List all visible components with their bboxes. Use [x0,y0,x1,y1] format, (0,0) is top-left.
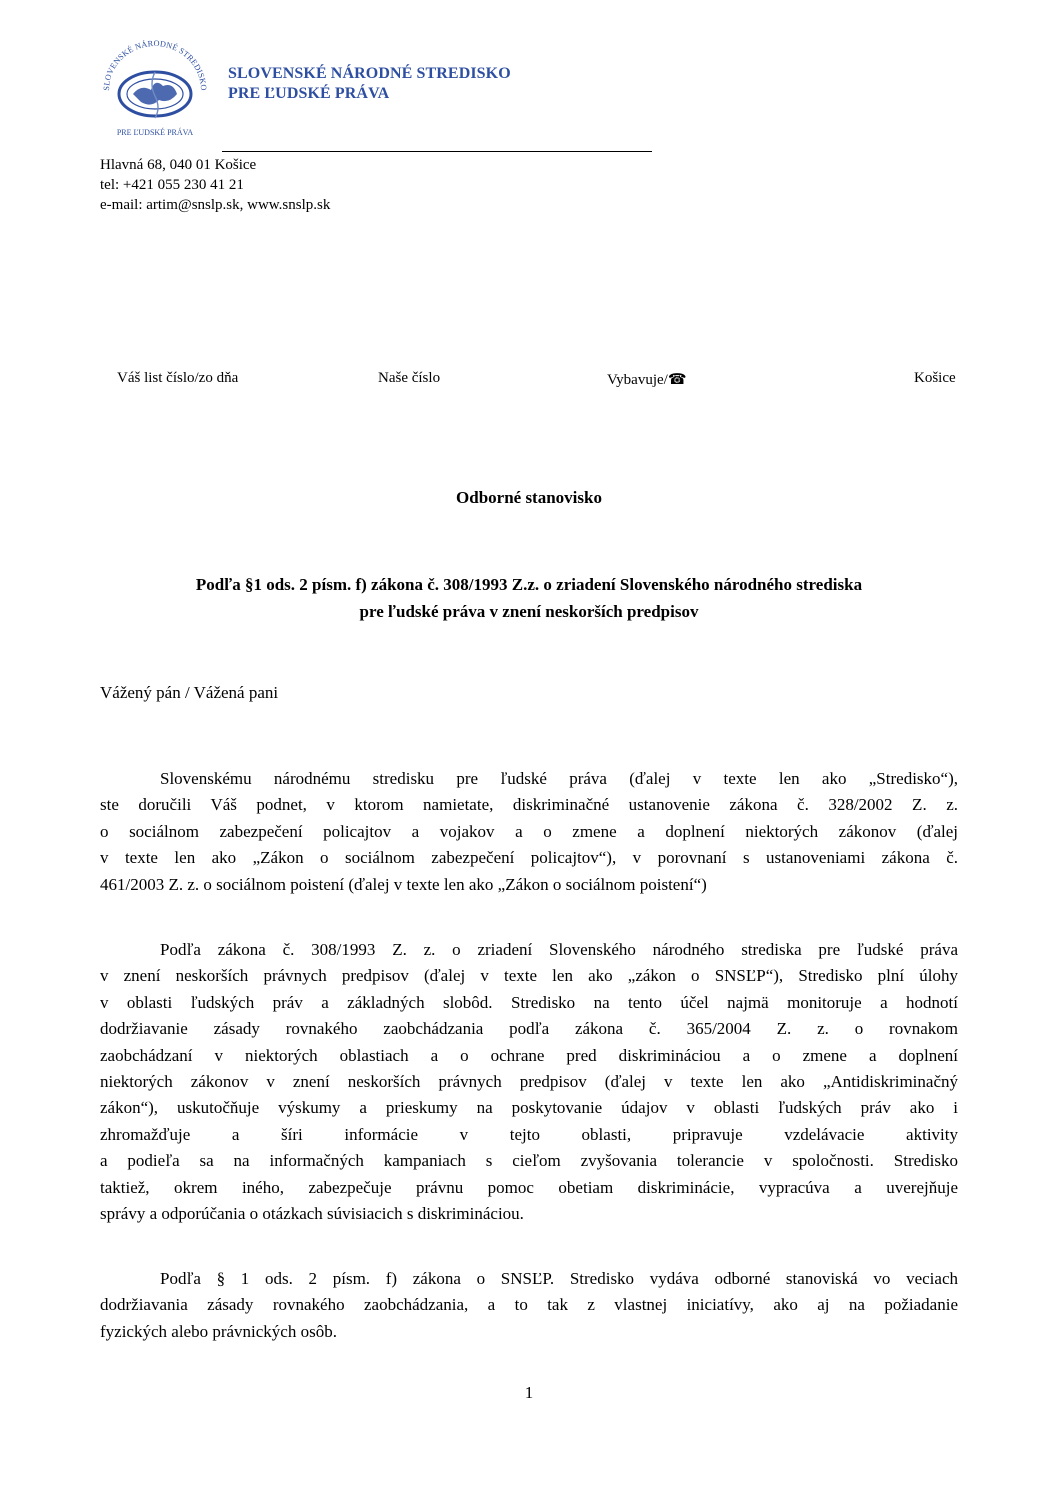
document-subtitle [95,571,963,625]
paragraph-line: zákon“), uskutočňuje výskumy a prieskumy na poskytovanie údajov v oblasti ľudských práv ako i [100,1098,958,1118]
ref-city: Košice [914,370,956,386]
org-name-line-1: SLOVENSKÉ NÁRODNÉ STREDISKO [228,65,511,82]
logo-caption: PRE ĽUDSKÉ PRÁVA [116,128,194,137]
paragraph-line: dodržiavanie zásady rovnakého zaobchádzania podľa zákona č. 365/2004 Z. z. o rovnakom [100,1019,958,1039]
paragraph-line: dodržiavania zásady rovnakého zaobchádzania, a to tak z vlastnej iniciatívy, ako aj na požiadanie [100,1295,958,1315]
paragraph-line: v texte len ako „Zákon o sociálnom zabezpečení policajtov“), v porovnaní s ustanoveniami zákona č. [100,848,958,868]
paragraph-line: taktiež, okrem iného, zabezpečuje právnu pomoc obetiam diskriminácie, vypracúva a uverejňuje [100,1177,958,1197]
document-title: Odborné stanovisko [456,488,602,507]
phone-number: tel: +421 055 230 41 21 [100,177,244,193]
postal-address: Hlavná 68, 040 01 Košice [100,157,257,173]
org-logo-emblem [95,34,215,142]
paragraph-2 [100,937,958,1227]
paragraph-3 [100,1266,958,1345]
svg-text:SLOVENSKÉ NÁRODNÉ STREDISKO [102,39,208,91]
page-number: 1 [524,1383,534,1402]
paragraph-line: Podľa zákona č. 308/1993 Z. z. o zriadení Slovenského národného strediska pre ľudské práva [160,940,958,959]
paragraph-line: fyzických alebo právnických osôb. [100,1321,337,1341]
org-logo [95,34,215,142]
ref-your-letter: Váš list číslo/zo dňa [117,370,239,386]
paragraph-line: o sociálnom zabezpečení policajtov a vojakov a o zmene a doplnení niektorých zákonov (ďalej [100,821,958,841]
paragraph-line: 461/2003 Z. z. o sociálnom poistení (ďalej v texte len ako „Zákon o sociálnom poistení“) [100,874,707,894]
paragraph-line: správy a odporúčania o otázkach súvisiacich s diskrimináciou. [100,1204,524,1224]
subtitle-line: pre ľudské práva v znení neskorších predpisov [359,602,699,621]
email-and-web: e-mail: artim@snslp.sk, www.snslp.sk [100,197,331,213]
paragraph-line: Slovenskému národnému stredisku pre ľudské práva (ďalej v texte len ako „Stredisko“), [160,769,958,788]
paragraph-line: niektorých zákonov v znení neskorších právnych predpisov (ďalej v texte len ako „Antidiskriminačný [100,1072,958,1092]
contact-block [100,155,330,215]
paragraph-line: zaobchádzaní v niektorých oblastiach a o ochrane pred diskrimináciou a o zmene a doplnení [100,1045,958,1065]
org-name [228,64,511,104]
salutation: Vážený pán / Vážená pani [100,683,279,702]
paragraph-1 [100,766,958,898]
logo-ring-text-top: SLOVENSKÉ NÁRODNÉ STREDISKO [101,38,209,91]
ref-handled-by: Vybavuje/☎ [607,372,687,388]
paragraph-line: v znení neskorších právnych predpisov (ďalej v texte len ako „zákon o SNSĽP“), Stredisko plní úlohy [100,966,958,986]
org-name-line-2: PRE ĽUDSKÉ PRÁVA [228,85,390,102]
paragraph-line: Podľa § 1 ods. 2 písm. f) zákona o SNSĽP. Stredisko vydáva odborné stanoviská vo veciach [160,1269,958,1288]
paragraph-line: a podieľa sa na informačných kampaniach s cieľom zvyšovania tolerancie v spoločnosti. Stredisko [100,1151,958,1171]
ref-our-number: Naše číslo [378,370,441,386]
paragraph-line: ste doručili Váš podnet, v ktorom namietate, diskriminačné ustanovenie zákona č. 328/2002 Z. z. [100,795,958,815]
paragraph-line: zhromažďuje a šíri informácie v tejto oblasti, pripravuje vzdelávacie aktivity [100,1124,958,1144]
letterhead-divider [222,151,652,152]
subtitle-line: Podľa §1 ods. 2 písm. f) zákona č. 308/1993 Z.z. o zriadení Slovenského národného strediska [195,575,863,594]
paragraph-line: v oblasti ľudských práv a základných slobôd. Stredisko na tento účel najmä monitoruje a hodnotí [100,992,958,1012]
